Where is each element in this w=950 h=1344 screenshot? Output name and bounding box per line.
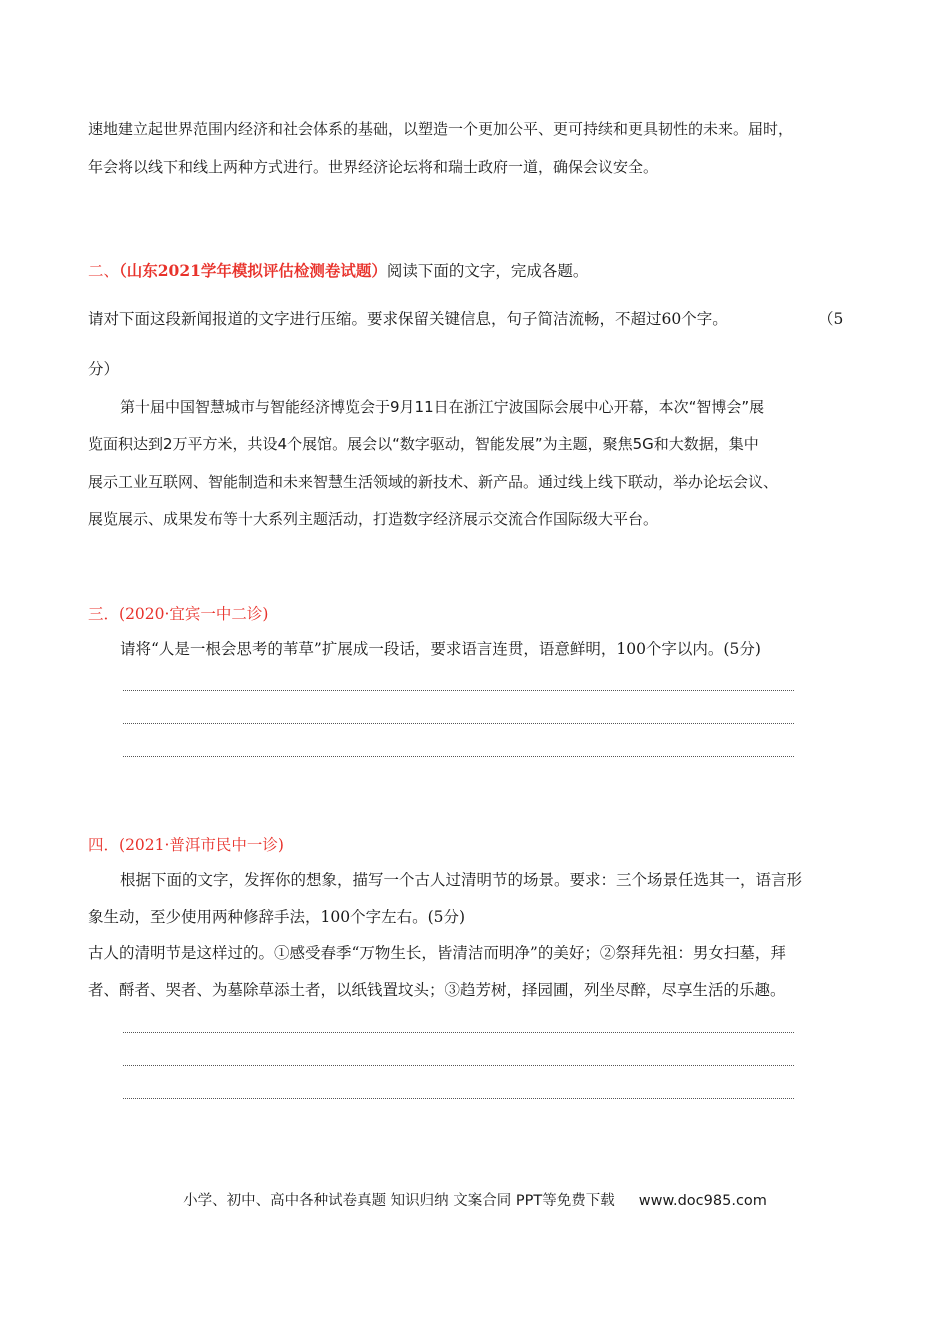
question-3-heading (88, 603, 268, 625)
question-4-material-line-2: 者、酹者、哭者、为墓除草添土者，以纸钱置坟头；③趋芳树，择园圃，列坐尽醉，尽享生活的乐趣。 (88, 981, 786, 999)
passage-line-3: 展示工业互联网、智能制造和未来智慧生活领域的新技术、新产品。通过线上线下联动，举办论坛会议、 (88, 473, 779, 491)
question-4-heading (88, 834, 284, 856)
question-3-number: 三． (88, 605, 120, 623)
footer-url[interactable]: www.doc985.com (638, 1193, 767, 1209)
answer-line[interactable] (123, 1098, 794, 1099)
intro-line-2: 年会将以线下和线上两种方式进行。世界经济论坛将和瑞士政府一道，确保会议安全。 (88, 158, 659, 176)
passage-line-1: 第十届中国智慧城市与智能经济博览会于9月11日在浙江宁波国际会展中心开幕，本次“智博会”展 (120, 398, 765, 416)
question-2-heading (88, 260, 588, 282)
answer-line[interactable] (123, 723, 794, 724)
question-3-source: (2020·宜宾一中二诊) (119, 605, 269, 623)
answer-line[interactable] (123, 756, 794, 757)
page-footer (0, 1190, 950, 1212)
question-2-score-part-2: 分） (88, 360, 120, 378)
question-4-source: (2021·普洱市民中一诊) (119, 836, 284, 854)
question-4-number: 四． (88, 836, 120, 854)
question-2-instruction: 阅读下面的文字，完成各题。 (386, 262, 589, 280)
question-2-source: （山东2021学年模拟评估检测卷试题） (119, 261, 387, 280)
question-3-task: 请将“人是一根会思考的苇草”扩展成一段话，要求语言连贯，语意鲜明，100个字以内。(5分) (120, 640, 761, 658)
answer-line[interactable] (123, 1065, 794, 1066)
passage-line-2: 览面积达到2万平方米，共设4个展馆。展会以“数字驱动，智能发展”为主题，聚焦5G和大数据，集中 (88, 435, 759, 453)
question-4-material-line-1: 古人的清明节是这样过的。①感受春季“万物生长，皆清洁而明净”的美好；②祭拜先祖：男女扫墓，拜 (88, 944, 786, 962)
question-4-task-line-1: 根据下面的文字，发挥你的想象，描写一个古人过清明节的场景。要求：三个场景任选其一，语言形 (120, 871, 803, 889)
footer-text: 小学、初中、高中各种试卷真题 知识归纳 文案合同 PPT等免费下载 (183, 1193, 615, 1209)
question-2-score-part-1: （5 (818, 310, 844, 328)
answer-line[interactable] (123, 690, 794, 691)
passage-line-4: 展览展示、成果发布等十大系列主题活动，打造数字经济展示交流合作国际级大平台。 (88, 510, 659, 528)
question-4-task-line-2: 象生动，至少使用两种修辞手法，100个字左右。(5分) (88, 908, 466, 926)
question-2-number: 二、 (88, 262, 120, 280)
question-2-task: 请对下面这段新闻报道的文字进行压缩。要求保留关键信息，句子简洁流畅，不超过60个字。 (88, 310, 728, 328)
intro-line-1: 速地建立起世界范围内经济和社会体系的基础，以塑造一个更加公平、更可持续和更具韧性的未来。届时， (88, 120, 794, 138)
answer-line[interactable] (123, 1032, 794, 1033)
